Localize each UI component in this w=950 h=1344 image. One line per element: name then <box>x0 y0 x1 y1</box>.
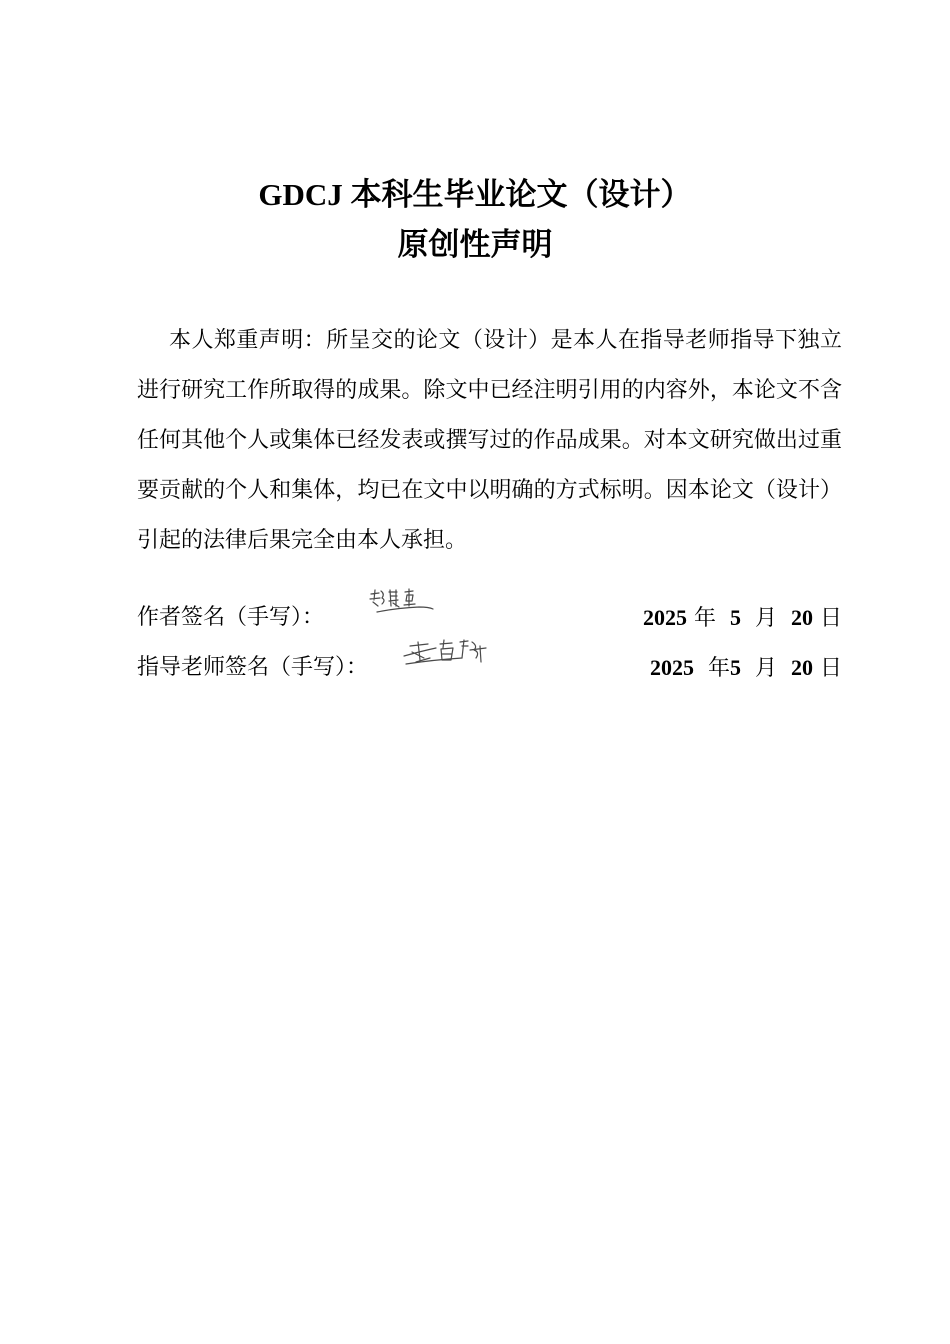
title-line-2: 原创性声明 <box>397 227 553 263</box>
advisor-date-month: 5 <box>729 655 741 680</box>
document-title <box>0 170 950 270</box>
advisor-date-year-char: 年 <box>707 656 730 681</box>
advisor-signature-date <box>650 648 842 689</box>
author-date-day-char: 日 <box>819 606 842 631</box>
author-date-year-char: 年 <box>693 606 716 631</box>
advisor-signature-row <box>137 648 842 688</box>
author-date-month: 5 <box>729 605 741 630</box>
advisor-date-month-char: 月 <box>754 656 777 681</box>
author-signature-label: 作者签名（手写）： <box>137 605 325 630</box>
advisor-handwritten-signature <box>402 636 494 672</box>
advisor-date-day: 20 <box>790 655 813 680</box>
author-date-year: 2025 <box>642 605 687 630</box>
author-date-month-char: 月 <box>754 606 777 631</box>
author-signature-row <box>137 598 842 638</box>
title-line-1: GDCJ 本科生毕业论文（设计） <box>258 177 692 212</box>
author-signature-date <box>643 598 842 639</box>
advisor-signature-label: 指导老师签名（手写）： <box>137 655 369 680</box>
advisor-date-year: 2025 <box>649 655 694 680</box>
author-handwritten-signature <box>367 586 439 618</box>
advisor-date-day-char: 日 <box>819 656 842 681</box>
author-date-day: 20 <box>790 605 813 630</box>
originality-statement: 本人郑重声明：所呈交的论文（设计）是本人在指导老师指导下独立进行研究工作所取得的成果。除文中已经注明引用的内容外，本论文不含任何其他个人或集体已经发表或撰写过的作品成果。对本文研究做出过重要贡献的个人和集体，均已在文中以明确的方式标明。因本论文（设计）引起的法律后果完全由本人承担。 <box>137 328 842 553</box>
